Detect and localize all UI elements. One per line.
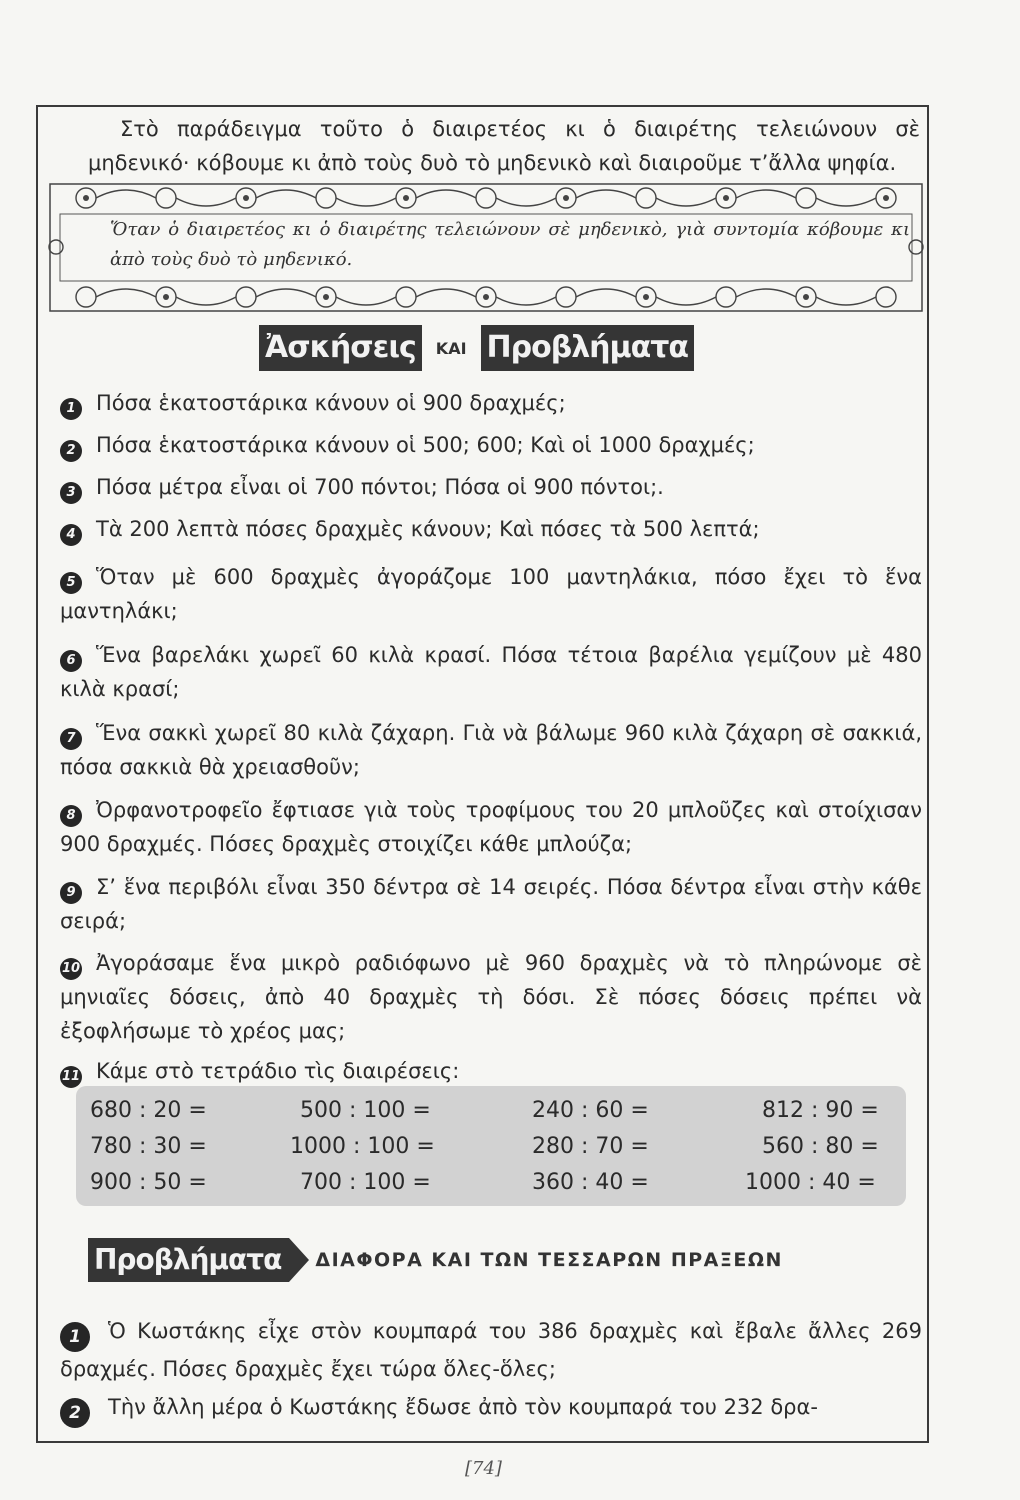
problem-2: 2 Τὴν ἄλλη μέρα ὁ Κωστάκης ἔδωσε ἀπὸ τὸν κουμπαρά του 232 δρα- <box>60 1390 922 1428</box>
section-heading <box>259 325 694 371</box>
number-badge: 1 <box>60 398 82 420</box>
division-cell: 500 : 100 = <box>300 1098 431 1123</box>
exercise-10: 10 Ἀγοράσαμε ἕνα μικρὸ ραδιόφωνο μὲ 960 δραχμὲς νὰ τὸ πληρώνομε σὲ μηνιαῖες δόσεις, ἀπὸ 40 δραχμὲς τὴ δόσι. Σὲ πόσες δόσεις πρέπει νὰ ἐξοφλήσωμε τὸ χρέος μας; <box>60 951 922 1043</box>
problem-1: 1 Ὁ Κωστάκης εἶχε στὸν κουμπαρά του 386 δραχμὲς καὶ ἔβαλε ἄλλες 269 δραχμές. Πόσες δραχμὲς ἔχει τώρα ὅλες-ὅλες; <box>60 1319 922 1381</box>
page-number: [74] <box>465 1458 502 1479</box>
exercise-11: 11 Κάμε στὸ τετράδιο τὶς διαιρέσεις: <box>60 1054 922 1088</box>
exercise-4: 4 Τὰ 200 λεπτὰ πόσες δραχμὲς κάνουν; Καὶ πόσες τὰ 500 λεπτά; <box>60 512 922 546</box>
division-cell: 240 : 60 = <box>532 1098 649 1123</box>
division-cell: 680 : 20 = <box>90 1098 207 1123</box>
arrow-tip-icon <box>289 1238 309 1282</box>
intro-paragraph: Στὸ παράδειγμα τοῦτο ὁ διαιρετέος κι ὁ διαιρέτης τελειώνουν σὲ μηδενικό· κόβουμε κι ἀπὸ τοὺς δυὸ τὸ μηδενικὸ καὶ διαιροῦμε τ’ἄλλα ψηφία. <box>88 117 920 175</box>
number-badge: 7 <box>60 728 82 750</box>
exercise-9: 9 Σ’ ἕνα περιβόλι εἶναι 350 δέντρα σὲ 14 σειρές. Πόσα δέντρα εἶναι στὴν κάθε σειρά; <box>60 875 922 933</box>
number-badge: 11 <box>60 1066 82 1088</box>
number-badge: 4 <box>60 524 82 546</box>
problems-subtitle: ΔΙΑΦΟΡΑ ΚΑΙ ΤΩΝ ΤΕΣΣΑΡΩΝ ΠΡΑΞΕΩΝ <box>315 1249 783 1271</box>
division-cell: 780 : 30 = <box>90 1134 207 1159</box>
number-badge: 9 <box>60 882 82 904</box>
division-cell: 1000 : 100 = <box>290 1134 435 1159</box>
number-badge: 3 <box>60 482 82 504</box>
exercise-5: 5 Ὅταν μὲ 600 δραχμὲς ἀγοράζομε 100 μαντηλάκια, πόσο ἔχει τὸ ἕνα μαντηλάκι; <box>60 565 922 623</box>
number-badge: 10 <box>60 958 82 980</box>
exercises-label: Ἀσκήσεις <box>259 325 422 371</box>
exercise-1: 1 Πόσα ἑκατοστάρικα κάνουν οἱ 900 δραχμές; <box>60 386 922 420</box>
exercise-3: 3 Πόσα μέτρα εἶναι οἱ 700 πόντοι; Πόσα οἱ 900 πόντοι;. <box>60 470 922 504</box>
rule-text: Ὅταν ὁ διαιρετέος κι ὁ διαιρέτης τελειώνουν σὲ μηδενικὸ, γιὰ συντομία κόβουμε κι ἀπὸ τοὺς δυὸ τὸ μηδενικό. <box>110 219 910 270</box>
number-badge: 5 <box>60 572 82 594</box>
number-badge: 8 <box>60 805 82 827</box>
problems-heading <box>88 1238 783 1282</box>
division-cell: 1000 : 40 = <box>745 1170 876 1195</box>
number-badge: 2 <box>60 1398 90 1428</box>
exercise-2: 2 Πόσα ἑκατοστάρικα κάνουν οἱ 500; 600; Καὶ οἱ 1000 δραχμές; <box>60 428 922 462</box>
problems-arrow-label: Προβλήματα <box>88 1238 289 1282</box>
number-badge: 2 <box>60 440 82 462</box>
exercise-7: 7 Ἕνα σακκὶ χωρεῖ 80 κιλὰ ζάχαρη. Γιὰ νὰ βάλωμε 960 κιλὰ ζάχαρη σὲ σακκιά, πόσα σακκιὰ θὰ χρειασθοῦν; <box>60 721 922 779</box>
and-label: ΚΑΙ <box>435 338 467 358</box>
division-cell: 280 : 70 = <box>532 1134 649 1159</box>
exercise-8: 8 Ὀρφανοτροφεῖο ἔφτιασε γιὰ τοὺς τροφίμους του 20 μπλοῦζες καὶ στοίχισαν 900 δραχμές. Πόσες δραχμὲς στοιχίζει κάθε μπλούζα; <box>60 798 922 856</box>
problems-label: Προβλήματα <box>481 325 694 371</box>
division-cell: 700 : 100 = <box>300 1170 431 1195</box>
number-badge: 6 <box>60 650 82 672</box>
division-cell: 900 : 50 = <box>90 1170 207 1195</box>
number-badge: 1 <box>60 1322 90 1352</box>
division-cell: 360 : 40 = <box>532 1170 649 1195</box>
division-cell: 560 : 80 = <box>762 1134 879 1159</box>
exercise-6: 6 Ἕνα βαρελάκι χωρεῖ 60 κιλὰ κρασί. Πόσα τέτοια βαρέλια γεμίζουν μὲ 480 κιλὰ κρασί; <box>60 643 922 701</box>
division-cell: 812 : 90 = <box>762 1098 879 1123</box>
